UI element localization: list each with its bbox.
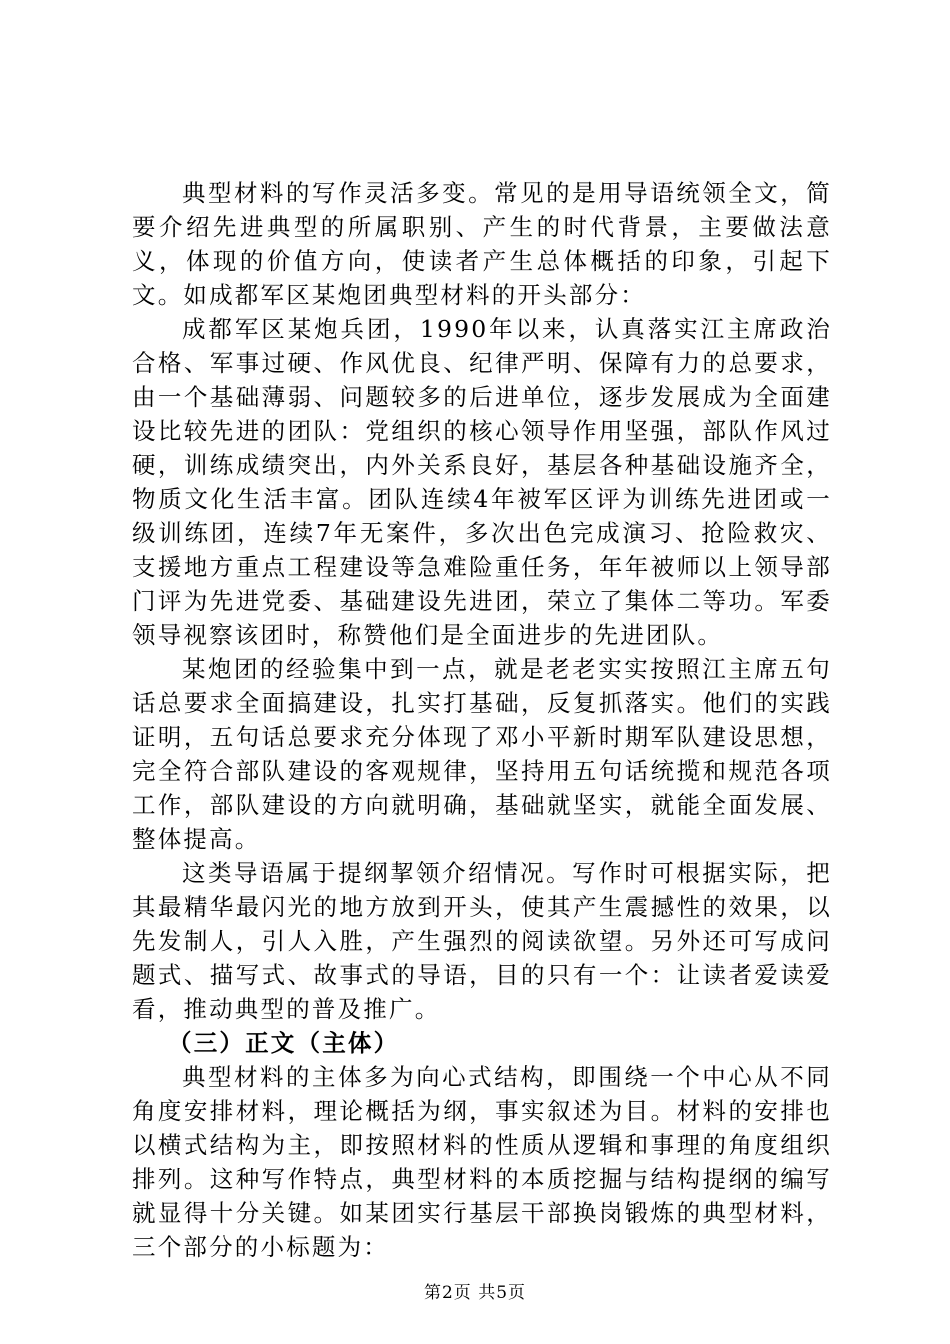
section-heading: （三）正文（主体） (168, 1029, 400, 1057)
paragraph-lead-type: 这类导语属于提纲挈领介绍情况。写作时可根据实际，把其最精华最闪光的地方放到开头，使其产生震撼性的效果，以先发制人，引人入胜，产生强烈的阅读欲望。另外还可写成问题式、描写式、故事式的导语，目的只有一个：让读者爱读爱看，推动典型的普及推广。 (132, 859, 832, 1023)
paragraph-experience: 某炮团的经验集中到一点，就是老老实实按照江主席五句话总要求全面搞建设，扎实打基础，反复抓落实。他们的实践证明，五句话总要求充分体现了邓小平新时期军队建设思想，完全符合部队建设的客观规律，坚持用五句话统揽和规范各项工作，部队建设的方向就明确，基础就坚实，就能全面发展、整体提高。 (132, 655, 832, 853)
paragraph-example-chengdu: 成都军区某炮兵团，1990年以来，认真落实江主席政治合格、军事过硬、作风优良、纪律严明、保障有力的总要求，由一个基础薄弱、问题较多的后进单位，逐步发展成为全面建设比较先进的团队：党组织的核心领导作用坚强，部队作风过硬，训练成绩突出，内外关系良好，基层各种基础设施齐全，物质文化生活丰富。团队连续4年被军区评为训练先进团或一级训练团，连续7年无案件，多次出色完成演习、抢险救灾、支援地方重点工程建设等急难险重任务，年年被师以上领导部门评为先进党委、基础建设先进团，荣立了集体二等功。军委领导视察该团时，称赞他们是全面进步的先进团队。 (132, 315, 832, 649)
page-footer: 第2页 共5页 (423, 1283, 527, 1303)
paragraph-intro: 典型材料的写作灵活多变。常见的是用导语统领全文，简要介绍先进典型的所属职别、产生的时代背景，主要做法意义，体现的价值方向，使读者产生总体概括的印象，引起下文。如成都军区某炮团典型材料的开头部分： (132, 179, 832, 309)
paragraph-main-body: 典型材料的主体多为向心式结构，即围绕一个中心从不同角度安排材料，理论概括为纲，事实叙述为目。材料的安排也以横式结构为主，即按照材料的性质从逻辑和事理的角度组织排列。这种写作特点，典型材料的本质挖掘与结构提纲的编写就显得十分关键。如某团实行基层干部换岗锻炼的典型材料，三个部分的小标题为： (132, 1063, 832, 1261)
document-body (132, 176, 832, 1264)
